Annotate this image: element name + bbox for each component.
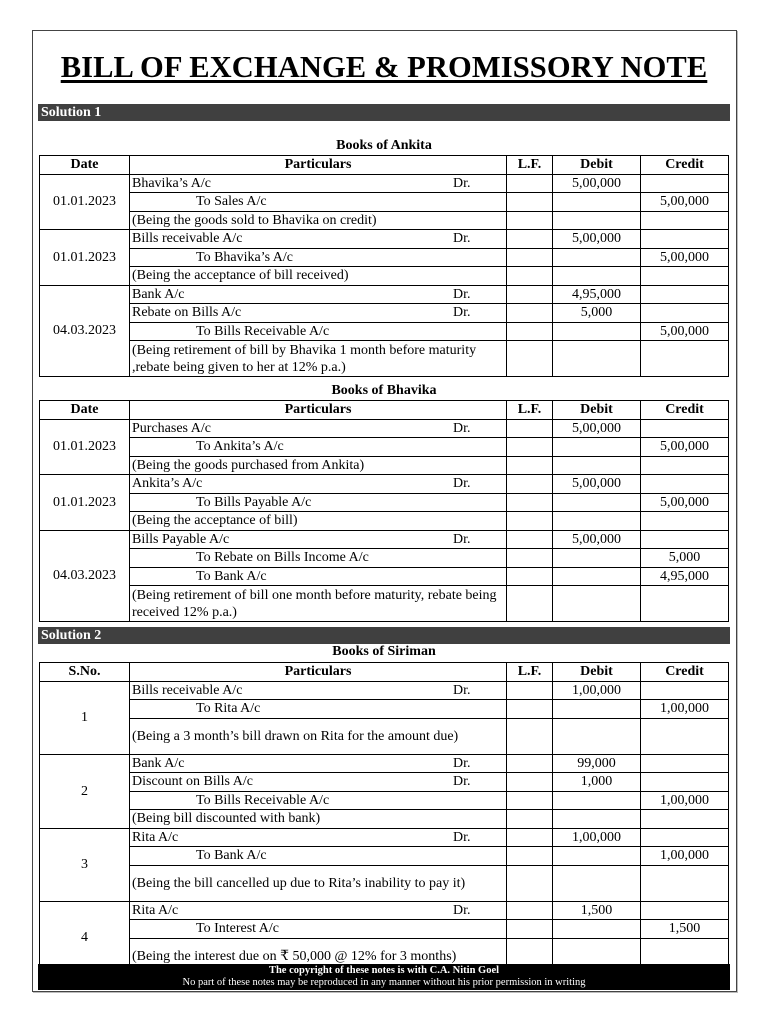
credit-amount — [641, 681, 729, 700]
debit-account — [130, 530, 507, 549]
debit-amount — [553, 438, 641, 457]
debit-account — [130, 828, 507, 847]
siriman-journal-table — [39, 662, 729, 975]
particulars-text: To Sales A/c — [196, 194, 267, 210]
column-header-credit: Credit — [641, 663, 729, 682]
debit-amount — [553, 493, 641, 512]
ledger-folio-cell — [507, 304, 553, 323]
particulars-text: To Bank A/c — [196, 848, 267, 864]
particulars-text: (Being the acceptance of bill received) — [132, 268, 349, 284]
dr-label: Dr. — [453, 420, 471, 436]
debit-account — [130, 419, 507, 438]
table-row — [40, 530, 729, 549]
debit-amount: 1,00,000 — [553, 828, 641, 847]
column-header-particulars: Particulars — [130, 156, 507, 175]
ledger-folio-cell — [507, 322, 553, 341]
entry-date: 01.01.2023 — [40, 174, 130, 230]
table-row — [40, 304, 729, 323]
credit-account — [130, 248, 507, 267]
column-header-lf: L.F. — [507, 663, 553, 682]
debit-amount — [553, 700, 641, 719]
table-row — [40, 341, 729, 377]
dr-label: Dr. — [453, 682, 471, 698]
column-header-debit: Debit — [553, 401, 641, 420]
particulars-text: To Bills Receivable A/c — [196, 323, 330, 339]
debit-amount — [553, 248, 641, 267]
ledger-folio-cell — [507, 791, 553, 810]
narration — [130, 865, 507, 901]
particulars-text: Bank A/c — [132, 286, 185, 302]
debit-amount: 1,500 — [553, 901, 641, 920]
particulars-text: (Being bill discounted with bank) — [132, 811, 321, 827]
credit-amount — [641, 419, 729, 438]
entry-serial-number: 3 — [40, 828, 130, 901]
debit-amount — [553, 567, 641, 586]
solution-2-heading: Solution 2 — [38, 627, 730, 644]
debit-amount — [553, 549, 641, 568]
debit-account — [130, 174, 507, 193]
particulars-text: To Ankita’s A/c — [196, 439, 284, 455]
ledger-folio-cell — [507, 567, 553, 586]
dr-label: Dr. — [453, 286, 471, 302]
document-title: BILL OF EXCHANGE & PROMISSORY NOTE — [60, 50, 708, 84]
ledger-folio-cell — [507, 512, 553, 531]
ledger-folio-cell — [507, 718, 553, 754]
debit-amount — [553, 322, 641, 341]
particulars-text: To Bhavika’s A/c — [196, 249, 294, 265]
particulars-text: (Being the goods sold to Bhavika on credit) — [132, 212, 377, 228]
table-row — [40, 791, 729, 810]
debit-amount — [553, 267, 641, 286]
debit-account — [130, 901, 507, 920]
ledger-folio-cell — [507, 530, 553, 549]
credit-account — [130, 322, 507, 341]
table-row — [40, 248, 729, 267]
credit-amount — [641, 230, 729, 249]
entry-date: 04.03.2023 — [40, 530, 130, 622]
table-row — [40, 438, 729, 457]
debit-amount — [553, 341, 641, 377]
particulars-text: To Bank A/c — [196, 568, 267, 584]
credit-amount: 4,95,000 — [641, 567, 729, 586]
books-of-bhavika-title: Books of Bhavika — [331, 383, 437, 398]
credit-amount — [641, 211, 729, 230]
column-header-lf: L.F. — [507, 401, 553, 420]
credit-amount: 5,00,000 — [641, 248, 729, 267]
particulars-text: (Being the bill cancelled up due to Rita’s inability to pay it) — [132, 875, 466, 891]
ledger-folio-cell — [507, 681, 553, 700]
entry-serial-number: 2 — [40, 754, 130, 828]
debit-amount: 5,00,000 — [553, 174, 641, 193]
table-row — [40, 718, 729, 754]
table-row — [40, 230, 729, 249]
dr-label: Dr. — [453, 305, 471, 320]
credit-amount — [641, 718, 729, 754]
credit-amount: 5,00,000 — [641, 322, 729, 341]
particulars-text: Discount on Bills A/c — [132, 774, 253, 790]
credit-account — [130, 549, 507, 568]
ledger-folio-cell — [507, 549, 553, 568]
debit-amount: 5,00,000 — [553, 230, 641, 249]
table-row — [40, 773, 729, 792]
permission-line: No part of these notes may be reproduced in any manner without his prior permission in writing — [182, 977, 586, 988]
credit-amount — [641, 810, 729, 829]
copyright-footer — [38, 964, 730, 990]
narration — [130, 456, 507, 475]
particulars-text: To Rebate on Bills Income A/c — [196, 550, 369, 566]
ledger-folio-cell — [507, 267, 553, 286]
credit-amount: 5,00,000 — [641, 493, 729, 512]
credit-account — [130, 493, 507, 512]
ledger-folio-cell — [507, 285, 553, 304]
debit-amount: 5,00,000 — [553, 419, 641, 438]
debit-amount: 1,00,000 — [553, 681, 641, 700]
column-header-credit: Credit — [641, 401, 729, 420]
particulars-text: Rebate on Bills A/c — [132, 305, 242, 321]
credit-amount — [641, 754, 729, 773]
narration — [130, 586, 507, 622]
particulars-text: (Being the acceptance of bill) — [132, 513, 298, 529]
particulars-text: Bills Payable A/c — [132, 531, 230, 547]
credit-amount — [641, 586, 729, 622]
debit-amount — [553, 456, 641, 475]
copyright-line: The copyright of these notes is with C.A. Nitin Goel — [268, 965, 500, 976]
column-header-particulars: Particulars — [130, 663, 507, 682]
particulars-text: (Being a 3 month’s bill drawn on Rita for the amount due) — [132, 728, 459, 744]
debit-amount — [553, 865, 641, 901]
credit-amount: 5,00,000 — [641, 193, 729, 212]
particulars-text: Bills receivable A/c — [132, 231, 243, 247]
particulars-text: Bills receivable A/c — [132, 682, 243, 698]
credit-amount: 1,500 — [641, 920, 729, 939]
debit-account — [130, 754, 507, 773]
debit-amount: 5,000 — [553, 304, 641, 323]
particulars-text: Bhavika’s A/c — [132, 175, 211, 191]
dr-label: Dr. — [453, 175, 471, 191]
entry-date: 01.01.2023 — [40, 475, 130, 531]
credit-account — [130, 700, 507, 719]
bhavika-journal-table — [39, 400, 729, 622]
narration — [130, 512, 507, 531]
column-header-credit: Credit — [641, 156, 729, 175]
table-row — [40, 193, 729, 212]
dr-label: Dr. — [453, 902, 471, 918]
debit-account — [130, 681, 507, 700]
table-row — [40, 700, 729, 719]
debit-amount: 99,000 — [553, 754, 641, 773]
particulars-text: To Bills Payable A/c — [196, 494, 312, 510]
table-row — [40, 567, 729, 586]
ledger-folio-cell — [507, 475, 553, 494]
credit-account — [130, 847, 507, 866]
table-row — [40, 681, 729, 700]
particulars-text: Rita A/c — [132, 829, 179, 845]
narration — [130, 341, 507, 377]
narration — [130, 211, 507, 230]
ledger-folio-cell — [507, 456, 553, 475]
table-row — [40, 847, 729, 866]
credit-account — [130, 791, 507, 810]
entry-date: 01.01.2023 — [40, 419, 130, 475]
particulars-text: (Being retirement of bill by Bhavika 1 month before maturity ,rebate being given to her at 12% p.a.) — [132, 342, 477, 375]
credit-account — [130, 193, 507, 212]
particulars-text: To Rita A/c — [196, 701, 261, 717]
debit-amount — [553, 791, 641, 810]
entry-date: 04.03.2023 — [40, 285, 130, 377]
debit-amount — [553, 586, 641, 622]
debit-amount: 1,000 — [553, 773, 641, 792]
credit-amount — [641, 267, 729, 286]
table-row — [40, 865, 729, 901]
solution-1-heading: Solution 1 — [38, 104, 730, 121]
credit-amount — [641, 828, 729, 847]
dr-label: Dr. — [453, 829, 471, 845]
column-header-date: Date — [40, 156, 130, 175]
dr-label: Dr. — [453, 755, 471, 771]
credit-amount — [641, 475, 729, 494]
entry-serial-number: 4 — [40, 901, 130, 974]
table-row — [40, 493, 729, 512]
credit-amount — [641, 456, 729, 475]
debit-amount — [553, 512, 641, 531]
particulars-text: Ankita’s A/c — [132, 476, 203, 492]
narration — [130, 267, 507, 286]
credit-account — [130, 567, 507, 586]
ledger-folio-cell — [507, 438, 553, 457]
debit-account — [130, 230, 507, 249]
debit-account — [130, 475, 507, 494]
ledger-folio-cell — [507, 586, 553, 622]
table-row — [40, 267, 729, 286]
table-row — [40, 549, 729, 568]
table-row — [40, 754, 729, 773]
credit-amount — [641, 285, 729, 304]
table-row — [40, 419, 729, 438]
ledger-folio-cell — [507, 865, 553, 901]
table-row — [40, 285, 729, 304]
column-header-debit: Debit — [553, 663, 641, 682]
ledger-folio-cell — [507, 773, 553, 792]
ledger-folio-cell — [507, 341, 553, 377]
debit-account — [130, 773, 507, 792]
debit-amount — [553, 810, 641, 829]
credit-account — [130, 438, 507, 457]
ledger-folio-cell — [507, 810, 553, 829]
column-header-particulars: Particulars — [130, 401, 507, 420]
dr-label: Dr. — [453, 774, 471, 789]
dr-label: Dr. — [453, 476, 471, 491]
debit-amount — [553, 920, 641, 939]
ledger-folio-cell — [507, 193, 553, 212]
ankita-journal-table — [39, 155, 729, 377]
ledger-folio-cell — [507, 828, 553, 847]
table-row — [40, 810, 729, 829]
table-row — [40, 586, 729, 622]
credit-amount: 5,000 — [641, 549, 729, 568]
ledger-folio-cell — [507, 174, 553, 193]
table-row — [40, 828, 729, 847]
credit-amount — [641, 341, 729, 377]
particulars-text: To Bills Receivable A/c — [196, 792, 330, 808]
ledger-folio-cell — [507, 920, 553, 939]
ledger-folio-cell — [507, 901, 553, 920]
credit-amount — [641, 901, 729, 920]
column-header-debit: Debit — [553, 156, 641, 175]
particulars-text: Rita A/c — [132, 902, 179, 918]
debit-amount: 5,00,000 — [553, 475, 641, 494]
column-header-lf: L.F. — [507, 156, 553, 175]
credit-amount — [641, 304, 729, 323]
ledger-folio-cell — [507, 230, 553, 249]
table-header-row — [40, 663, 729, 682]
debit-amount — [553, 193, 641, 212]
table-header-row — [40, 401, 729, 420]
debit-amount: 5,00,000 — [553, 530, 641, 549]
table-row — [40, 174, 729, 193]
ledger-folio-cell — [507, 248, 553, 267]
table-row — [40, 322, 729, 341]
table-row — [40, 456, 729, 475]
ledger-folio-cell — [507, 211, 553, 230]
particulars-text: (Being retirement of bill one month before maturity, rebate being received 12% p.a.) — [132, 587, 497, 620]
particulars-text: To Interest A/c — [196, 921, 279, 937]
particulars-text: Bank A/c — [132, 755, 185, 771]
table-row — [40, 901, 729, 920]
books-of-siriman-title: Books of Siriman — [332, 644, 436, 659]
debit-amount — [553, 718, 641, 754]
dr-label: Dr. — [453, 531, 471, 547]
credit-amount: 1,00,000 — [641, 791, 729, 810]
debit-amount: 4,95,000 — [553, 285, 641, 304]
table-row — [40, 920, 729, 939]
credit-amount: 5,00,000 — [641, 438, 729, 457]
column-header-sno: S.No. — [40, 663, 130, 682]
debit-amount — [553, 847, 641, 866]
ledger-folio-cell — [507, 493, 553, 512]
credit-account — [130, 920, 507, 939]
credit-amount: 1,00,000 — [641, 847, 729, 866]
table-row — [40, 512, 729, 531]
table-row — [40, 211, 729, 230]
debit-account — [130, 285, 507, 304]
debit-account — [130, 304, 507, 323]
credit-amount: 1,00,000 — [641, 700, 729, 719]
table-row — [40, 475, 729, 494]
column-header-date: Date — [40, 401, 130, 420]
table-header-row — [40, 156, 729, 175]
credit-amount — [641, 174, 729, 193]
ledger-folio-cell — [507, 847, 553, 866]
particulars-text: (Being the goods purchased from Ankita) — [132, 457, 365, 473]
credit-amount — [641, 773, 729, 792]
narration — [130, 718, 507, 754]
entry-serial-number: 1 — [40, 681, 130, 754]
credit-amount — [641, 512, 729, 531]
credit-amount — [641, 530, 729, 549]
ledger-folio-cell — [507, 419, 553, 438]
ledger-folio-cell — [507, 700, 553, 719]
ledger-folio-cell — [507, 754, 553, 773]
books-of-ankita-title: Books of Ankita — [336, 138, 432, 153]
narration — [130, 810, 507, 829]
debit-amount — [553, 211, 641, 230]
particulars-text: (Being the interest due on ₹ 50,000 @ 12% for 3 months) — [132, 948, 457, 964]
particulars-text: Purchases A/c — [132, 420, 211, 436]
credit-amount — [641, 865, 729, 901]
entry-date: 01.01.2023 — [40, 230, 130, 286]
dr-label: Dr. — [453, 231, 471, 246]
